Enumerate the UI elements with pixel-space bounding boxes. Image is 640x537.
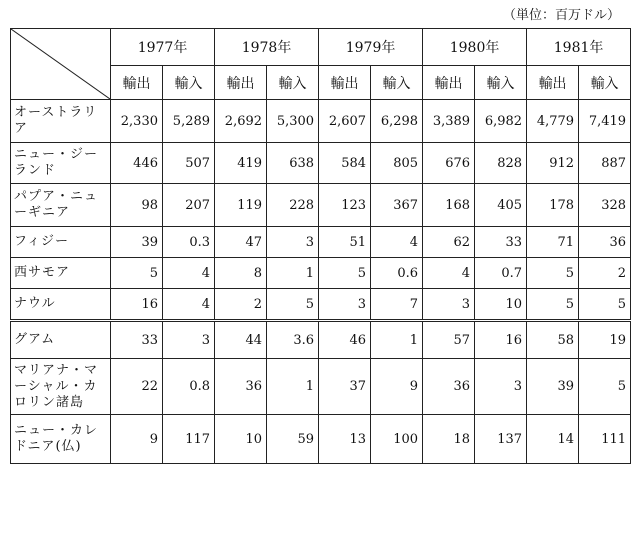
- value-cell: 0.8: [163, 359, 215, 415]
- value-cell: 37: [319, 359, 371, 415]
- value-cell: 2,330: [111, 100, 163, 143]
- value-cell: 18: [423, 415, 475, 464]
- country-label: パプア・ニューギニア: [11, 184, 111, 227]
- value-cell: 405: [475, 184, 527, 227]
- table-row: [11, 289, 631, 321]
- value-cell: 5: [111, 258, 163, 289]
- country-label: ナウル: [11, 289, 111, 321]
- value-cell: 887: [579, 143, 631, 184]
- year-header: 1979年: [319, 29, 423, 66]
- value-cell: 2: [215, 289, 267, 321]
- table-row: [11, 184, 631, 227]
- value-cell: 39: [527, 359, 579, 415]
- country-label: オーストラリア: [11, 100, 111, 143]
- table-row: [11, 321, 631, 359]
- value-cell: 19: [579, 321, 631, 359]
- value-cell: 117: [163, 415, 215, 464]
- value-cell: 58: [527, 321, 579, 359]
- value-cell: 0.7: [475, 258, 527, 289]
- country-label: フィジー: [11, 227, 111, 258]
- value-cell: 3: [475, 359, 527, 415]
- value-cell: 2: [579, 258, 631, 289]
- value-cell: 638: [267, 143, 319, 184]
- value-cell: 44: [215, 321, 267, 359]
- value-cell: 2,692: [215, 100, 267, 143]
- value-cell: 8: [215, 258, 267, 289]
- value-cell: 367: [371, 184, 423, 227]
- value-cell: 33: [475, 227, 527, 258]
- value-cell: 3.6: [267, 321, 319, 359]
- year-header: 1981年: [527, 29, 631, 66]
- value-cell: 16: [111, 289, 163, 321]
- value-cell: 57: [423, 321, 475, 359]
- import-header: 輸入: [163, 66, 215, 100]
- import-header: 輸入: [267, 66, 319, 100]
- import-header: 輸入: [579, 66, 631, 100]
- value-cell: 0.3: [163, 227, 215, 258]
- country-label: 西サモア: [11, 258, 111, 289]
- value-cell: 4: [163, 289, 215, 321]
- value-cell: 6,298: [371, 100, 423, 143]
- value-cell: 36: [579, 227, 631, 258]
- value-cell: 36: [423, 359, 475, 415]
- value-cell: 584: [319, 143, 371, 184]
- value-cell: 168: [423, 184, 475, 227]
- trade-table: [10, 28, 631, 464]
- value-cell: 328: [579, 184, 631, 227]
- value-cell: 13: [319, 415, 371, 464]
- value-cell: 9: [111, 415, 163, 464]
- country-label: マリアナ・マーシャル・カロリン諸島: [11, 359, 111, 415]
- value-cell: 137: [475, 415, 527, 464]
- table-row: [11, 100, 631, 143]
- value-cell: 507: [163, 143, 215, 184]
- value-cell: 51: [319, 227, 371, 258]
- country-label: ニュー・カレドニア(仏): [11, 415, 111, 464]
- value-cell: 3: [423, 289, 475, 321]
- value-cell: 123: [319, 184, 371, 227]
- value-cell: 22: [111, 359, 163, 415]
- value-cell: 3,389: [423, 100, 475, 143]
- country-label: ニュー・ジーランド: [11, 143, 111, 184]
- export-header: 輸出: [319, 66, 371, 100]
- value-cell: 39: [111, 227, 163, 258]
- value-cell: 71: [527, 227, 579, 258]
- value-cell: 5,289: [163, 100, 215, 143]
- year-header: 1977年: [111, 29, 215, 66]
- corner-diagonal-line: [11, 29, 110, 99]
- value-cell: 46: [319, 321, 371, 359]
- value-cell: 119: [215, 184, 267, 227]
- value-cell: 10: [475, 289, 527, 321]
- table-row: [11, 359, 631, 415]
- value-cell: 3: [319, 289, 371, 321]
- value-cell: 6,982: [475, 100, 527, 143]
- value-cell: 62: [423, 227, 475, 258]
- value-cell: 676: [423, 143, 475, 184]
- value-cell: 100: [371, 415, 423, 464]
- import-header: 輸入: [475, 66, 527, 100]
- value-cell: 5: [527, 289, 579, 321]
- table-row: [11, 143, 631, 184]
- value-cell: 98: [111, 184, 163, 227]
- value-cell: 5: [579, 359, 631, 415]
- value-cell: 207: [163, 184, 215, 227]
- value-cell: 5: [527, 258, 579, 289]
- value-cell: 805: [371, 143, 423, 184]
- value-cell: 4: [423, 258, 475, 289]
- export-header: 輸出: [111, 66, 163, 100]
- value-cell: 446: [111, 143, 163, 184]
- table-row: [11, 415, 631, 464]
- value-cell: 4,779: [527, 100, 579, 143]
- value-cell: 5: [319, 258, 371, 289]
- value-cell: 5: [579, 289, 631, 321]
- unit-note: （単位：百万ドル）: [502, 8, 620, 23]
- value-cell: 10: [215, 415, 267, 464]
- value-cell: 3: [163, 321, 215, 359]
- value-cell: 33: [111, 321, 163, 359]
- value-cell: 1: [267, 258, 319, 289]
- export-header: 輸出: [423, 66, 475, 100]
- value-cell: 7,419: [579, 100, 631, 143]
- value-cell: 59: [267, 415, 319, 464]
- value-cell: 4: [371, 227, 423, 258]
- value-cell: 0.6: [371, 258, 423, 289]
- value-cell: 828: [475, 143, 527, 184]
- value-cell: 16: [475, 321, 527, 359]
- export-header: 輸出: [527, 66, 579, 100]
- value-cell: 5,300: [267, 100, 319, 143]
- value-cell: 1: [267, 359, 319, 415]
- value-cell: 47: [215, 227, 267, 258]
- value-cell: 7: [371, 289, 423, 321]
- value-cell: 111: [579, 415, 631, 464]
- value-cell: 5: [267, 289, 319, 321]
- value-cell: 2,607: [319, 100, 371, 143]
- year-header: 1978年: [215, 29, 319, 66]
- value-cell: 912: [527, 143, 579, 184]
- value-cell: 228: [267, 184, 319, 227]
- export-header: 輸出: [215, 66, 267, 100]
- value-cell: 419: [215, 143, 267, 184]
- import-header: 輸入: [371, 66, 423, 100]
- corner-cell: [11, 29, 111, 100]
- country-label: グアム: [11, 321, 111, 359]
- value-cell: 178: [527, 184, 579, 227]
- table-row: [11, 258, 631, 289]
- value-cell: 14: [527, 415, 579, 464]
- table-row: [11, 227, 631, 258]
- value-cell: 1: [371, 321, 423, 359]
- value-cell: 4: [163, 258, 215, 289]
- value-cell: 36: [215, 359, 267, 415]
- value-cell: 9: [371, 359, 423, 415]
- value-cell: 3: [267, 227, 319, 258]
- year-header: 1980年: [423, 29, 527, 66]
